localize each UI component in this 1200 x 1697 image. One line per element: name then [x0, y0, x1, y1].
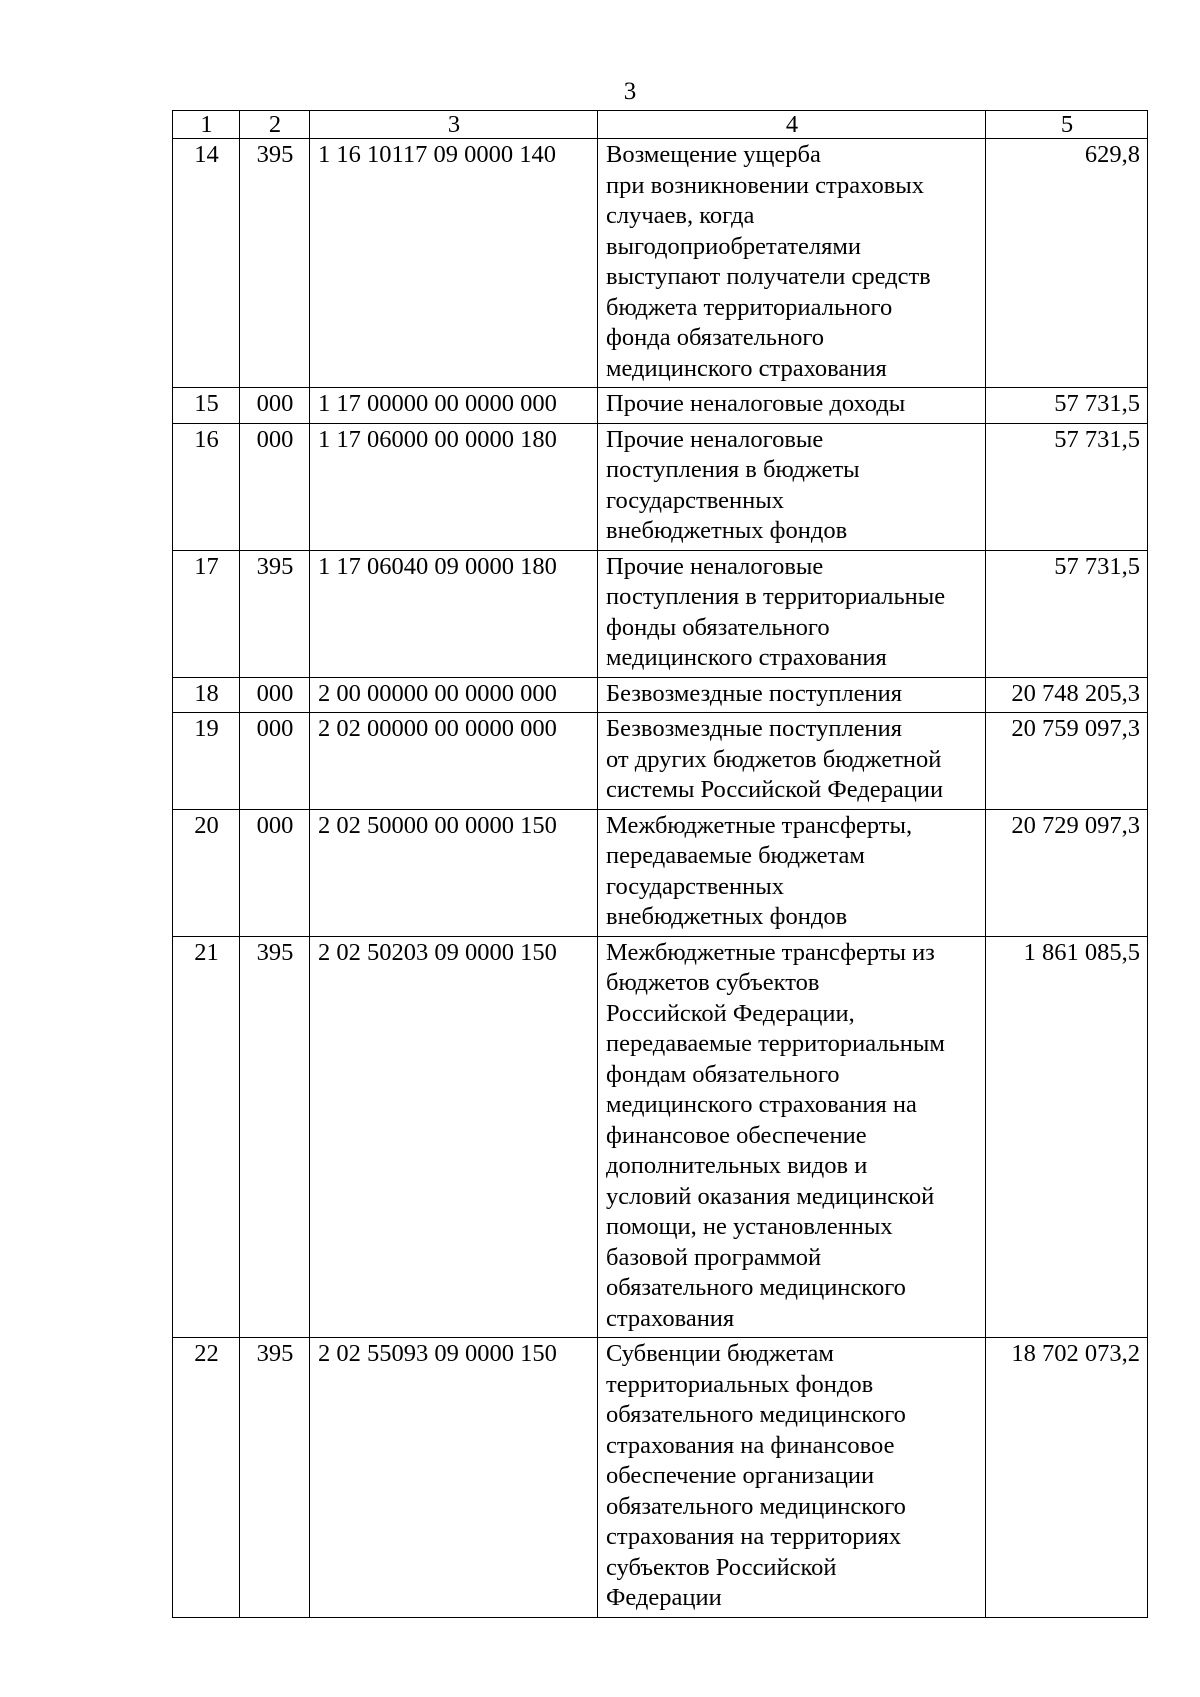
budget-code-cell: 2 02 50203 09 0000 150 — [310, 936, 598, 1338]
row-number-cell: 20 — [173, 809, 240, 936]
admin-code-cell: 395 — [240, 936, 310, 1338]
row-number-cell: 21 — [173, 936, 240, 1338]
table-row — [173, 713, 1148, 810]
description-cell: Межбюджетные трансферты, передаваемые бюджетам государственных внебюджетных фондов — [598, 809, 986, 936]
table-row — [173, 388, 1148, 424]
column-header: 3 — [310, 111, 598, 139]
description-cell: Прочие неналоговые доходы — [598, 388, 986, 424]
amount-cell: 18 702 073,2 — [986, 1338, 1148, 1618]
amount-cell: 629,8 — [986, 139, 1148, 388]
amount-cell: 20 729 097,3 — [986, 809, 1148, 936]
row-number-cell: 14 — [173, 139, 240, 388]
description-cell: Безвозмездные поступления — [598, 677, 986, 713]
description-cell: Возмещение ущерба при возникновении страховых случаев, когда выгодоприобретателями выступают получатели средств бюджета территориального фонда обязательного медицинского страхования — [598, 139, 986, 388]
page-number: 3 — [623, 78, 637, 105]
column-header: 1 — [173, 111, 240, 139]
admin-code-cell: 395 — [240, 139, 310, 388]
row-number-cell: 16 — [173, 423, 240, 550]
table-row — [173, 1338, 1148, 1618]
admin-code-cell: 000 — [240, 809, 310, 936]
budget-code-cell: 1 17 06000 00 0000 180 — [310, 423, 598, 550]
amount-cell: 57 731,5 — [986, 388, 1148, 424]
admin-code-cell: 000 — [240, 388, 310, 424]
table-body — [173, 139, 1148, 1618]
description-cell: Межбюджетные трансферты из бюджетов субъектов Российской Федерации, передаваемые территориальным фондам обязательного медицинского страхования на финансовое обеспечение дополнительных видов и условий оказания медицинской помощи, не установленных базовой программой обязательного медицинского страхования — [598, 936, 986, 1338]
budget-code-cell: 2 02 50000 00 0000 150 — [310, 809, 598, 936]
admin-code-cell: 000 — [240, 677, 310, 713]
amount-cell: 20 759 097,3 — [986, 713, 1148, 810]
budget-code-cell: 2 02 55093 09 0000 150 — [310, 1338, 598, 1618]
row-number-cell: 18 — [173, 677, 240, 713]
column-header: 5 — [986, 111, 1148, 139]
admin-code-cell: 395 — [240, 1338, 310, 1618]
amount-cell: 20 748 205,3 — [986, 677, 1148, 713]
description-cell: Субвенции бюджетам территориальных фондов обязательного медицинского страхования на финансовое обеспечение организации обязательного медицинского страхования на территориях субъектов Российской Федерации — [598, 1338, 986, 1618]
budget-code-cell: 2 00 00000 00 0000 000 — [310, 677, 598, 713]
budget-code-cell: 2 02 00000 00 0000 000 — [310, 713, 598, 810]
budget-code-cell: 1 17 06040 09 0000 180 — [310, 550, 598, 677]
row-number-cell: 19 — [173, 713, 240, 810]
description-cell: Прочие неналоговые поступления в территориальные фонды обязательного медицинского страхования — [598, 550, 986, 677]
table-row — [173, 550, 1148, 677]
revenue-table — [172, 110, 1148, 1618]
table-row — [173, 423, 1148, 550]
amount-cell: 1 861 085,5 — [986, 936, 1148, 1338]
admin-code-cell: 000 — [240, 713, 310, 810]
amount-cell: 57 731,5 — [986, 423, 1148, 550]
column-header: 2 — [240, 111, 310, 139]
table-row — [173, 809, 1148, 936]
description-cell: Прочие неналоговые поступления в бюджеты государственных внебюджетных фондов — [598, 423, 986, 550]
table-row — [173, 677, 1148, 713]
table-header-row — [173, 111, 1148, 139]
description-cell: Безвозмездные поступления от других бюджетов бюджетной системы Российской Федерации — [598, 713, 986, 810]
amount-cell: 57 731,5 — [986, 550, 1148, 677]
admin-code-cell: 395 — [240, 550, 310, 677]
admin-code-cell: 000 — [240, 423, 310, 550]
row-number-cell: 17 — [173, 550, 240, 677]
row-number-cell: 22 — [173, 1338, 240, 1618]
budget-code-cell: 1 17 00000 00 0000 000 — [310, 388, 598, 424]
column-header: 4 — [598, 111, 986, 139]
table-row — [173, 936, 1148, 1338]
budget-code-cell: 1 16 10117 09 0000 140 — [310, 139, 598, 388]
table-row — [173, 139, 1148, 388]
row-number-cell: 15 — [173, 388, 240, 424]
